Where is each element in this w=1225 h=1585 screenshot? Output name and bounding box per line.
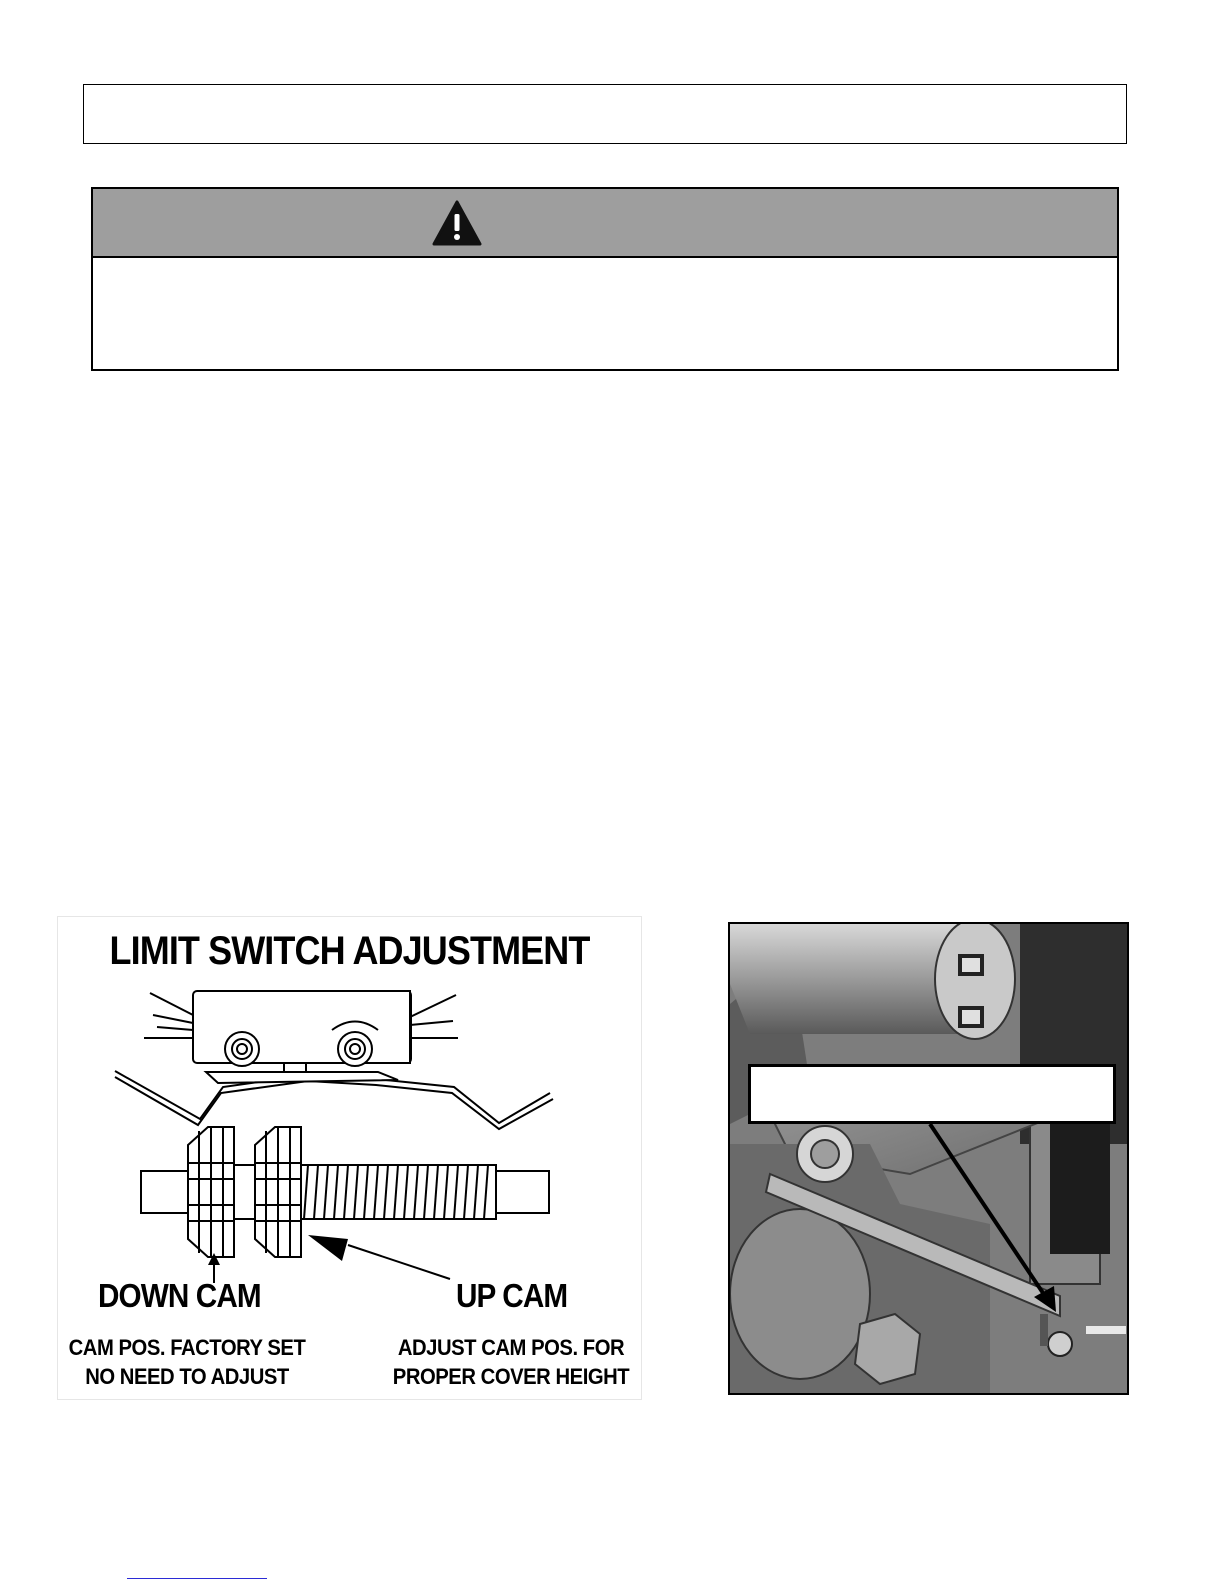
up-cam-note-line1: ADJUST CAM POS. FOR [397, 1335, 625, 1360]
limit-switch-drawing [58, 917, 642, 1400]
down-cam-note-line2: NO NEED TO ADJUST [85, 1364, 289, 1389]
up-cam-note [390, 1333, 631, 1391]
header-box [83, 84, 1127, 144]
callout-box [748, 1064, 1116, 1124]
down-cam-note [68, 1333, 305, 1391]
assembly-render [730, 924, 1129, 1395]
footer-link[interactable] [127, 1578, 267, 1579]
warning-header [93, 189, 1117, 258]
warning-triangle-icon [432, 200, 482, 246]
limit-switch-diagram [57, 916, 642, 1400]
warning-body [93, 258, 1117, 369]
diagram-title: LIMIT SWITCH ADJUSTMENT [109, 929, 590, 973]
warning-box [91, 187, 1119, 371]
up-cam-label: UP CAM [456, 1277, 568, 1314]
up-cam-note-line2: PROPER COVER HEIGHT [392, 1364, 630, 1389]
down-cam-label: DOWN CAM [98, 1277, 261, 1314]
assembly-photo [728, 922, 1129, 1395]
down-cam-note-line1: CAM POS. FACTORY SET [68, 1335, 306, 1360]
